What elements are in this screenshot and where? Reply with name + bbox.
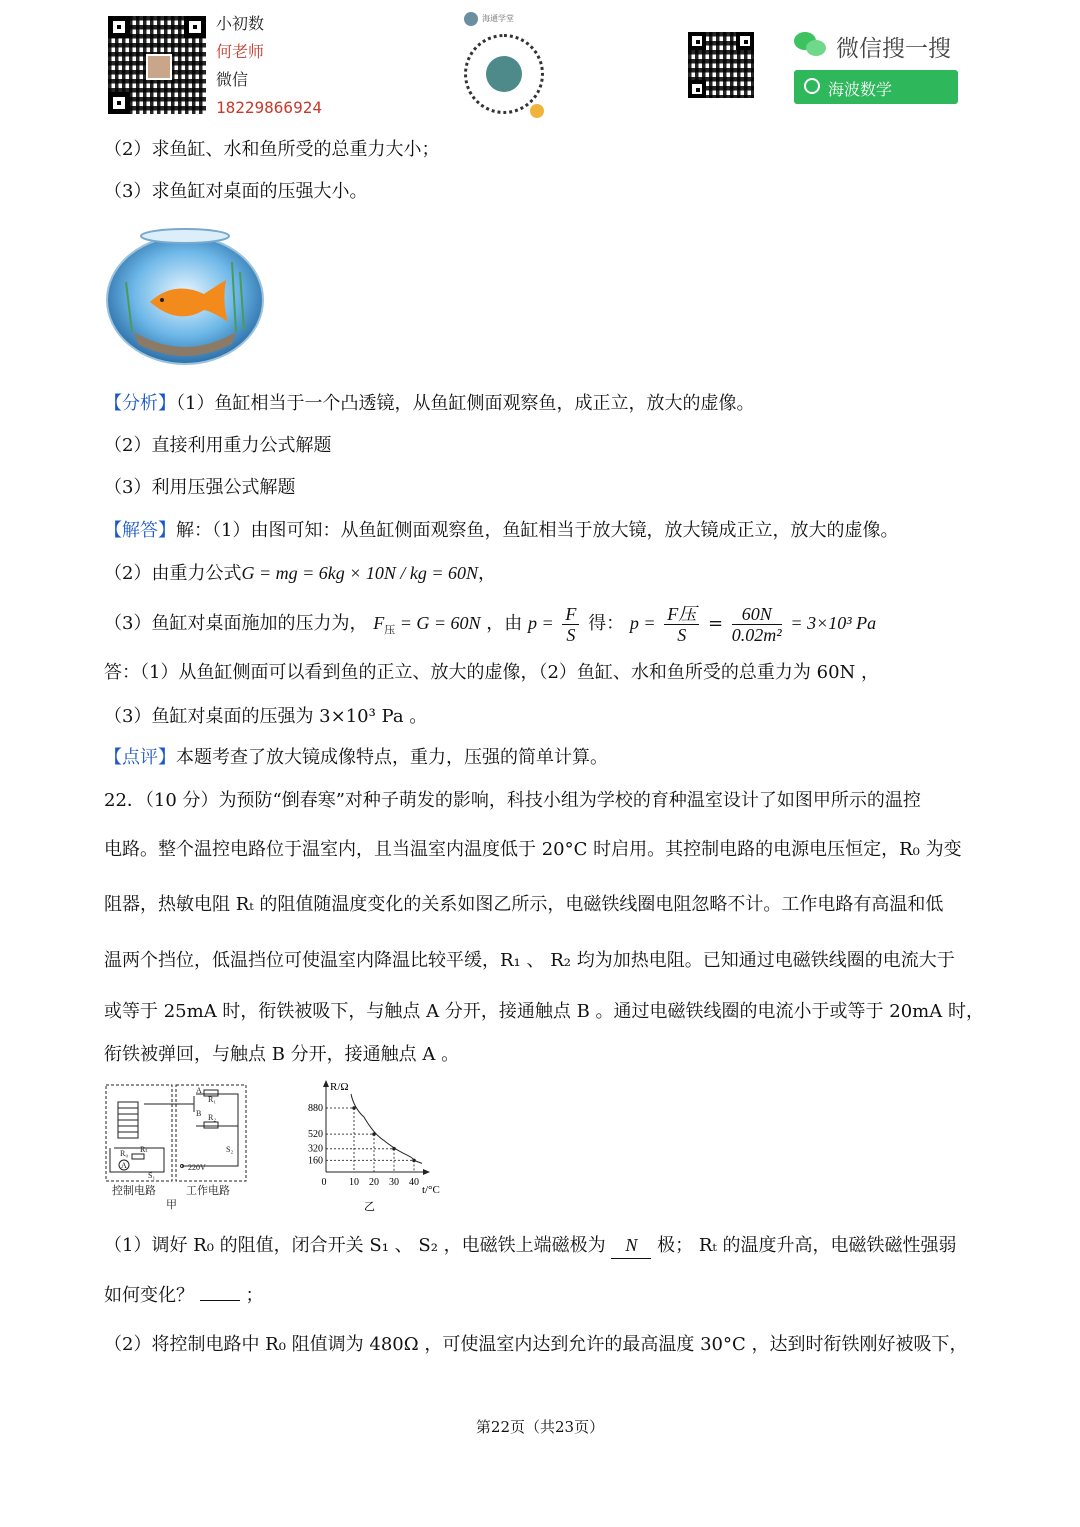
comment-text: 本题考查了放大镜成像特点，重力，压强的简单计算。 (176, 747, 608, 768)
y-tick-label: 320 (308, 1143, 323, 1155)
question-3: （3）求鱼缸对桌面的压强大小。 (104, 181, 368, 202)
r1-label: R₁ (208, 1095, 217, 1104)
data-point (392, 1147, 396, 1151)
handwriting-line: 小初数 (216, 14, 265, 33)
s2-label: S₂ (226, 1145, 234, 1154)
solution-tag: 【解答】 (104, 520, 176, 541)
y-axis-label: R/Ω (330, 1081, 349, 1093)
fraction-numerator: 60N (732, 604, 782, 625)
work-circuit-label: 工作电路 (186, 1185, 230, 1197)
fraction-denominator: S (677, 624, 687, 645)
search-term: 海波数学 (828, 80, 893, 99)
answer-blank[interactable] (200, 1300, 240, 1301)
comment-tag: 【点评】 (104, 747, 176, 768)
sub-question-1: ； (245, 1285, 264, 1306)
handwriting-line: 何老师 (216, 42, 265, 61)
fraction-denominator: S (566, 624, 576, 645)
y-tick-label: 520 (308, 1129, 323, 1141)
data-point (352, 1106, 356, 1110)
handwriting-line: 微信 (216, 70, 249, 89)
search-box[interactable] (794, 70, 958, 104)
solution-text: （2）由重力公式 (104, 563, 242, 584)
gravity-formula: G = mg = 6kg × 10N / kg = 60N (241, 563, 479, 583)
analysis-tag: 【分析】 (104, 393, 176, 414)
fraction-denominator: 0.02m² (731, 624, 782, 645)
s1-label: S₁ (148, 1171, 156, 1180)
rt-label: Rₜ (140, 1145, 148, 1154)
value-fraction (732, 604, 782, 645)
search-icon (804, 78, 820, 94)
fishbowl-image (104, 222, 266, 366)
pressure-fraction (664, 604, 699, 645)
question-2: （2）求鱼缸、水和鱼所受的总重力大小； (104, 139, 440, 160)
x-tick-label: 20 (369, 1177, 379, 1188)
x-tick-label: 0 (321, 1177, 327, 1188)
series-line (351, 1094, 422, 1163)
sub-question-1: 极； Rₜ 的温度升高，电磁铁磁性强弱 (657, 1235, 957, 1256)
x-axis-label: t/°C (422, 1184, 440, 1196)
sub-question-1: （1）调好 R₀ 的阻值，闭合开关 S₁ 、 S₂ ，电磁铁上端磁极为 (104, 1235, 606, 1256)
x-tick-label: 30 (389, 1177, 399, 1188)
q22-line: 衔铁被弹回，与触点 B 分开，接通触点 A 。 (104, 1044, 460, 1065)
contact-b-label: B (196, 1109, 202, 1118)
fraction-numerator: F压 (664, 604, 699, 625)
mini-label: 海通学堂 (482, 14, 514, 23)
solution-line: 解：（1）由图可知：从鱼缸侧面观察鱼，鱼缸相当于放大镜，放大镜成正立，放大的虚像。 (176, 520, 899, 541)
handwriting-line: 18229866924 (216, 98, 322, 117)
q22-line: 温两个挡位，低温挡位可使温室内降温比较平缓，R₁ 、 R₂ 均为加热电阻。已知通过电磁铁线圈的电流大于 (104, 950, 955, 971)
wechat-icon (794, 30, 830, 58)
pressure-symbol: p = (629, 613, 656, 633)
solution-text: ，由 (486, 613, 523, 634)
sub-question-1: 如何变化？ (104, 1285, 194, 1306)
sub-question-2: （2）将控制电路中 R₀ 阻值调为 480Ω ，可使温室内达到允许的最高温度 30°C ，达到时衔铁刚好被吸下， (104, 1334, 968, 1355)
figure-label: 甲 (166, 1199, 177, 1211)
ammeter-label: A (121, 1161, 127, 1170)
data-point (412, 1159, 416, 1163)
blank-answer: N (625, 1235, 638, 1255)
answer-line: 答：（1）从鱼缸侧面可以看到鱼的正立、放大的虚像，（2）鱼缸、水和鱼所受的总重力为 60N ， (104, 662, 879, 683)
answer-line: （3）鱼缸对桌面的压强为 3×10³ Pa 。 (104, 706, 428, 727)
y-tick-label: 880 (308, 1103, 323, 1114)
r0-label: R₀ (120, 1149, 129, 1158)
avatar (146, 54, 172, 80)
solution-text: ， (478, 563, 497, 584)
control-circuit-label: 控制电路 (112, 1185, 156, 1197)
solution-text: 得： (588, 613, 625, 634)
force-equation: = G = 60N (395, 613, 481, 633)
analysis-line: （2）直接利用重力公式解题 (104, 435, 332, 456)
answer-blank[interactable] (611, 1233, 651, 1259)
figure-label: 乙 (364, 1200, 375, 1213)
q22-line: 阻器，热敏电阻 Rₜ 的阻值随温度变化的关系如图乙所示，电磁铁线圈电阻忽略不计。工作电路有高温和低 (104, 894, 944, 915)
r2-label: R₂ (208, 1113, 217, 1122)
analysis-line: （3）利用压强公式解题 (104, 477, 296, 498)
voltage-label: 220V (188, 1163, 206, 1172)
resistance-chart (296, 1078, 456, 1216)
analysis-line: （1）鱼缸相当于一个凸透镜，从鱼缸侧面观察鱼，成正立，放大的虚像。 (176, 393, 755, 414)
force-subscript: 压 (384, 623, 396, 637)
x-tick-label: 10 (349, 1177, 359, 1188)
qr-code-right (688, 32, 754, 98)
pressure-result: = 3×10³ Pa (790, 613, 877, 633)
y-tick-label: 160 (308, 1155, 323, 1167)
fraction-numerator: F (562, 604, 579, 625)
qr-code-left (108, 16, 206, 114)
force-symbol: F (373, 613, 385, 633)
solution-text: （3）鱼缸对桌面施加的压力为， (104, 613, 368, 634)
q22-line: 或等于 25mA 时，衔铁被吸下，与触点 A 分开，接通触点 B 。通过电磁铁线圈的电流小于或等于 20mA 时， (104, 1001, 984, 1022)
wechat-search-title: 微信搜一搜 (836, 36, 951, 62)
q22-line: 电路。整个温控电路位于温室内，且当温室内温度低于 20°C 时启用。其控制电路的电源电压恒定，R₀ 为变 (104, 839, 962, 860)
q22-line: 22．（10 分）为预防“倒春寒”对种子萌发的影响，科技小组为学校的育种温室设计了如图甲所示的温控 (104, 790, 921, 811)
mini-program-code (460, 10, 550, 120)
data-point (372, 1132, 376, 1136)
pressure-fraction (562, 604, 579, 645)
contact-a-label: A (196, 1086, 202, 1095)
pressure-symbol: p = (527, 613, 554, 633)
page-number: 第22页（共23页） (475, 1418, 605, 1436)
circuit-diagram (104, 1082, 254, 1214)
equals-sign: = (707, 613, 724, 634)
x-tick-label: 40 (409, 1177, 419, 1188)
